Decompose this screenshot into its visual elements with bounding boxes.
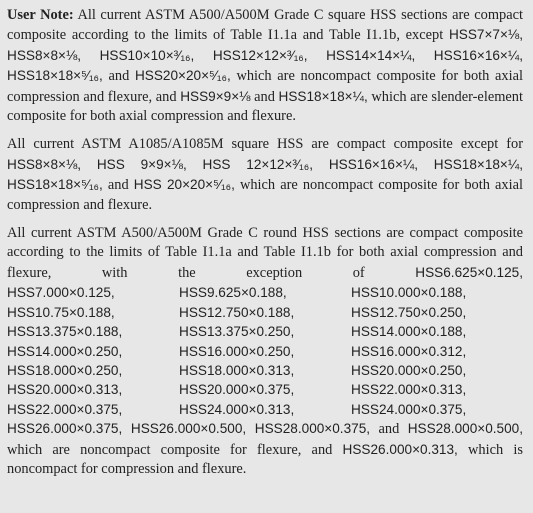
hss-designation: HSS22.000×0.375, [7, 401, 123, 417]
hss-designation: HSS18.000×0.313, [179, 362, 295, 378]
note-text: and [102, 68, 135, 85]
note-text: All current ASTM A500/A500M Grade C square HSS sections are compact composite according to the limits of Table I1.1a and Table I1.1b, except [7, 7, 523, 44]
user-note-label: User Note: [7, 7, 74, 23]
hss-designation: HSS20×20×⁵⁄₁₆, [134, 68, 231, 84]
note-text: which are noncompact composite for both axial compression and flexure. [7, 177, 523, 213]
hss-designation: HSS13.375×0.188, [7, 324, 123, 340]
hss-designation: HSS14.000×0.188, [351, 324, 467, 340]
hss-designation: HSS9×9×⅛ [180, 88, 251, 104]
hss-designation: HSS22.000×0.313, [351, 382, 467, 398]
note-paragraph-round-a500 [7, 224, 523, 479]
hss-designation: HSS20.000×0.375, [179, 382, 295, 398]
hss-designation: HSS7.000×0.125, [7, 285, 115, 301]
hss-designation: HSS12.750×0.250, [351, 304, 467, 320]
hss-designation: HSS6.625×0.125, [415, 264, 523, 280]
note-paragraph-square-a500 [7, 6, 523, 126]
note-text: which are noncompact composite for flexure, and [7, 441, 343, 458]
hss-designation: HSS8×8×⅛, HSS 9×9×⅛, HSS 12×12×³⁄₁₆, HSS16×16×¼, HSS18×18×¼, HSS18×18×⁵⁄₁₆, [7, 156, 523, 193]
hss-designation: HSS13.375×0.250, [179, 324, 295, 340]
paragraph-conclusion [7, 419, 523, 479]
hss-designation: HSS 20×20×⁵⁄₁₆, [133, 177, 235, 193]
note-paragraph-square-a1085 [7, 135, 523, 215]
note-text: which is noncompact for compression and flexure. [7, 441, 523, 477]
hss-designation: HSS7×7×⅛, HSS8×8×⅛, HSS10×10×³⁄₁₆, HSS12×12×³⁄₁₆, HSS14×14×¼, HSS16×16×¼, HSS18×18×⁵⁄₁₆, [7, 27, 523, 84]
hss-designation: HSS16.000×0.312, [351, 343, 467, 359]
note-text: which are slender-element composite for both axial compression and flexure. [7, 88, 523, 125]
hss-designation: HSS18×18×¼, [278, 88, 368, 104]
hss-designation: HSS20.000×0.313, [7, 382, 123, 398]
hss-designation: HSS26.000×0.375, HSS26.000×0.500, HSS28.000×0.375, [7, 421, 371, 437]
hss-designation: HSS14.000×0.250, [7, 343, 123, 359]
note-text: All current ASTM A1085/A1085M square HSS are compact composite except for [7, 136, 523, 153]
note-text: All current ASTM A500/A500M Grade C round HSS sections are compact composite according to the limits of Table I1.1a and Table I1.1b for both axial compression and flexure, with the exception of [7, 225, 523, 281]
hss-designation: HSS20.000×0.250, [351, 362, 467, 378]
note-text: and [250, 88, 279, 105]
hss-designation: HSS26.000×0.313, [342, 441, 458, 457]
note-text: and [370, 421, 408, 438]
hss-designation: HSS24.000×0.313, [179, 401, 295, 417]
hss-designation: HSS28.000×0.500, [407, 421, 523, 437]
hss-designation: HSS12.750×0.188, [179, 304, 295, 320]
note-text: and [102, 177, 134, 194]
hss-designation: HSS10.75×0.188, [7, 304, 115, 320]
hss-designation: HSS18.000×0.250, [7, 362, 123, 378]
note-text: which are noncompact composite for both axial compression and flexure, and [7, 68, 523, 105]
hss-designation-grid [7, 283, 523, 419]
paragraph-body [7, 7, 523, 124]
hss-designation: HSS9.625×0.188, [179, 285, 287, 301]
hss-designation: HSS10.000×0.188, [351, 285, 467, 301]
hss-designation: HSS16.000×0.250, [179, 343, 295, 359]
hss-designation: HSS24.000×0.375, [351, 401, 467, 417]
paragraph-body [7, 136, 523, 212]
paragraph-intro [7, 224, 523, 283]
